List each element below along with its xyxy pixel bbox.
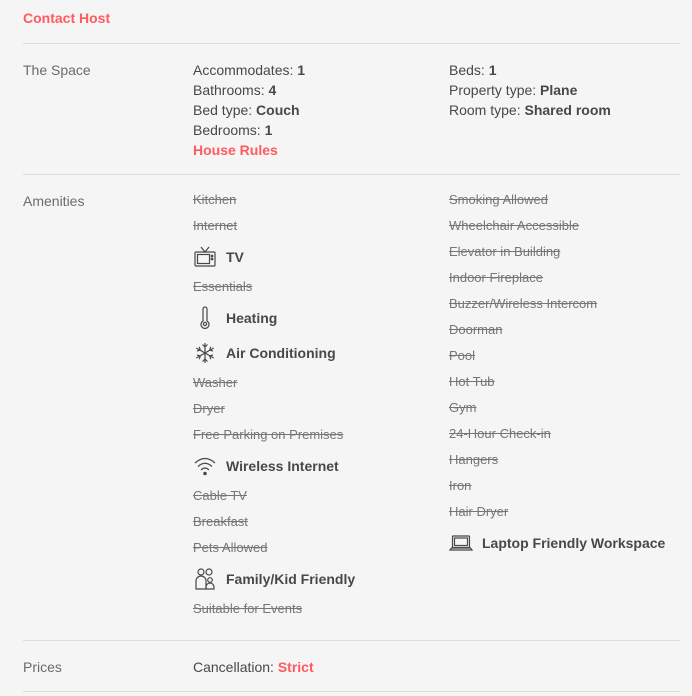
- amenity-label: Laptop Friendly Workspace: [482, 534, 666, 551]
- amenities-right-column: [449, 187, 665, 560]
- amenity-elevator-in-building: Elevator in Building: [449, 244, 561, 259]
- amenity-hot-tub: Hot Tub: [449, 374, 495, 389]
- amenity-hangers: Hangers: [449, 452, 499, 467]
- amenity-essentials: Essentials: [193, 279, 253, 294]
- family-icon: [193, 567, 217, 591]
- property-type-detail: Property type: Plane: [449, 82, 578, 98]
- amenity-24-hour-check-in: 24-Hour Check-in: [449, 426, 551, 441]
- amenity-hair-dryer: Hair Dryer: [449, 504, 509, 519]
- room-type-detail: Room type: Shared room: [449, 102, 611, 118]
- amenity-wireless-internet: [193, 448, 355, 483]
- amenities-label: Amenities: [23, 193, 85, 209]
- space-left-column: [193, 60, 305, 160]
- space-label: The Space: [23, 62, 91, 78]
- amenity-label: TV: [226, 248, 244, 265]
- amenity-label: Family/Kid Friendly: [226, 570, 356, 587]
- bathrooms-detail: Bathrooms: 4: [193, 82, 277, 98]
- amenity-washer: Washer: [193, 375, 238, 390]
- amenity-air-conditioning: [193, 335, 355, 370]
- amenity-pets-allowed: Pets Allowed: [193, 540, 268, 555]
- cancellation-policy: [193, 659, 314, 675]
- prices-label: Prices: [23, 659, 62, 675]
- amenity-breakfast: Breakfast: [193, 514, 248, 529]
- amenity-dryer: Dryer: [193, 401, 225, 416]
- bedrooms-detail: Bedrooms: 1: [193, 122, 273, 138]
- amenity-gym: Gym: [449, 400, 477, 415]
- beds-detail: Beds: 1: [449, 62, 497, 78]
- amenity-smoking-allowed: Smoking Allowed: [449, 192, 548, 207]
- divider: [23, 174, 680, 175]
- amenity-wheelchair-accessible: Wheelchair Accessible: [449, 218, 580, 233]
- amenity-heating: [193, 300, 355, 335]
- accommodates-detail: Accommodates: 1: [193, 62, 306, 78]
- amenity-internet: Internet: [193, 218, 238, 233]
- amenity-cable-tv: Cable TV: [193, 488, 247, 503]
- amenity-kitchen: Kitchen: [193, 192, 237, 207]
- divider: [23, 640, 680, 641]
- amenity-indoor-fireplace: Indoor Fireplace: [449, 270, 543, 285]
- amenity-buzzer-wireless-intercom: Buzzer/Wireless Intercom: [449, 296, 598, 311]
- amenity-tv: [193, 239, 355, 274]
- divider: [23, 43, 680, 44]
- bed-type-detail: Bed type: Couch: [193, 102, 300, 118]
- amenity-doorman: Doorman: [449, 322, 503, 337]
- amenity-iron: Iron: [449, 478, 472, 493]
- snowflake-icon: [193, 341, 217, 365]
- thermometer-icon: [193, 306, 217, 330]
- laptop-icon: [449, 531, 473, 555]
- wifi-icon: [193, 454, 217, 478]
- tv-icon: [193, 245, 217, 269]
- amenity-laptop-friendly-workspace: [449, 525, 665, 560]
- cancellation-value-link[interactable]: Strict: [277, 659, 314, 675]
- amenity-suitable-for-events: Suitable for Events: [193, 601, 303, 616]
- amenity-pool: Pool: [449, 348, 476, 363]
- amenities-left-column: [193, 187, 355, 622]
- space-right-column: [449, 60, 611, 120]
- amenity-label: Heating: [226, 309, 278, 326]
- amenity-label: Wireless Internet: [226, 457, 339, 474]
- divider: [23, 691, 680, 692]
- amenity-label: Air Conditioning: [226, 344, 336, 361]
- cancellation-label: Cancellation:: [193, 659, 274, 675]
- amenity-family-kid-friendly: [193, 561, 355, 596]
- contact-host-link[interactable]: Contact Host: [23, 10, 111, 26]
- amenity-free-parking-on-premises: Free Parking on Premises: [193, 427, 344, 442]
- house-rules-link[interactable]: House Rules: [193, 142, 278, 158]
